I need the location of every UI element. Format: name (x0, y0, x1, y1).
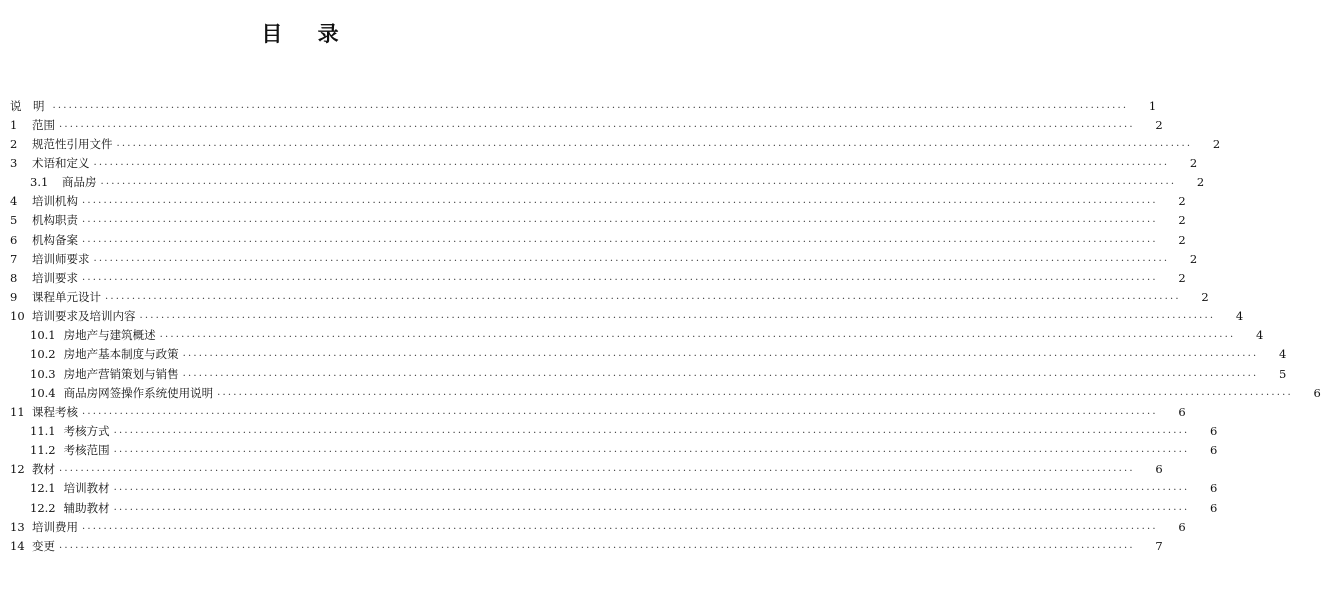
dot-leader: ........................................................................................................................................................................................................ (82, 520, 1158, 532)
toc-entry-page: 5 (1279, 366, 1287, 381)
dot-leader: ........................................................................................................................................................................................................ (82, 233, 1158, 245)
toc-entry-number: 13 (10, 519, 25, 534)
toc-entry-number: 1 (10, 117, 18, 132)
table-of-contents (10, 96, 1321, 555)
dot-leader: ........................................................................................................................................................................................................ (182, 367, 1259, 379)
dot-leader: ........................................................................................................................................................................................................ (59, 118, 1135, 130)
toc-entry[interactable] (10, 192, 1186, 211)
toc-entry[interactable] (10, 460, 1163, 479)
toc-entry-number: 3 (10, 155, 18, 170)
toc-entry-title: 房地产与建筑概述 (63, 328, 156, 343)
toc-entry[interactable] (10, 479, 1218, 498)
toc-entry-page: 6 (1210, 423, 1218, 438)
toc-entry-number: 10 (10, 309, 25, 324)
toc-entry-title: 范围 (32, 117, 55, 132)
toc-entry-number: 12 (10, 462, 25, 477)
toc-entry-page: 2 (1178, 232, 1186, 247)
dot-leader: ........................................................................................................................................................................................................ (139, 310, 1216, 322)
dot-leader: ........................................................................................................................................................................................................ (116, 137, 1193, 149)
toc-entry-page: 2 (1178, 270, 1186, 285)
dot-leader: ........................................................................................................................................................................................................ (113, 444, 1190, 456)
toc-entry-page: 6 (1155, 462, 1163, 477)
toc-entry-title: 培训机构 (32, 194, 78, 209)
toc-entry-title: 培训教材 (63, 481, 110, 496)
toc-entry-title: 变更 (32, 538, 55, 553)
dot-leader: ........................................................................................................................................................................................................ (59, 539, 1135, 551)
toc-entry-page: 6 (1313, 385, 1321, 400)
toc-entry[interactable] (10, 268, 1186, 287)
toc-entry-number: 12.2 (30, 500, 56, 515)
toc-entry-number: 10.4 (30, 385, 56, 400)
toc-entry-page: 4 (1279, 347, 1287, 362)
toc-entry-title: 培训费用 (32, 519, 78, 534)
toc-entry-page: 6 (1210, 481, 1218, 496)
dot-leader: ........................................................................................................................................................................................................ (113, 482, 1190, 494)
toc-entry-page: 6 (1210, 500, 1218, 515)
toc-entry[interactable] (10, 536, 1163, 555)
toc-entry-title: 培训要求及培训内容 (32, 309, 136, 324)
toc-entry-title: 课程考核 (32, 404, 78, 419)
toc-entry-title: 教材 (32, 462, 55, 477)
toc-entry-number: 2 (10, 136, 18, 151)
dot-leader: ........................................................................................................................................................................................................ (159, 329, 1236, 341)
toc-entry-page: 6 (1210, 443, 1218, 458)
toc-entry[interactable] (10, 96, 1157, 115)
toc-entry-number: 11.1 (30, 423, 56, 438)
dot-leader: ........................................................................................................................................................................................................ (59, 463, 1135, 475)
dot-leader: ........................................................................................................................................................................................................ (113, 501, 1190, 513)
toc-entry-title: 培训要求 (32, 270, 78, 285)
toc-entry-page: 4 (1235, 309, 1244, 324)
toc-entry-page: 2 (1212, 136, 1221, 151)
toc-entry-title: 房地产基本制度与政策 (63, 347, 179, 362)
toc-entry-title: 考核方式 (63, 423, 110, 438)
toc-entry-number: 6 (10, 232, 18, 247)
dot-leader: ........................................................................................................................................................................................................ (82, 405, 1158, 417)
toc-entry-number: 3.1 (30, 175, 49, 190)
toc-entry-title: 培训师要求 (32, 251, 90, 266)
dot-leader: ........................................................................................................................................................................................................ (93, 252, 1170, 264)
toc-entry-title: 机构职责 (32, 213, 78, 228)
toc-entry[interactable] (10, 517, 1186, 536)
toc-entry-title: 考核范围 (63, 443, 110, 458)
toc-entry-page: 2 (1201, 289, 1209, 304)
toc-entry[interactable] (10, 441, 1218, 460)
toc-entry-page: 4 (1256, 328, 1264, 343)
toc-entry-page: 2 (1178, 194, 1186, 209)
toc-entry-number: 14 (10, 538, 25, 553)
toc-entry-title: 商品房 (62, 175, 97, 190)
dot-leader: ........................................................................................................................................................................................................ (113, 424, 1190, 436)
toc-entry-page: 6 (1178, 519, 1186, 534)
toc-entry-page: 2 (1189, 155, 1198, 170)
toc-entry[interactable] (10, 498, 1218, 517)
toc-entry[interactable] (10, 173, 1205, 192)
toc-entry[interactable] (10, 211, 1186, 230)
toc-entry-number: 10.1 (30, 328, 56, 343)
toc-entry[interactable] (10, 115, 1163, 134)
toc-entry[interactable] (10, 153, 1198, 172)
dot-leader: ........................................................................................................................................................................................................ (52, 99, 1129, 111)
toc-entry-number: 说 明 (10, 98, 45, 113)
toc-entry[interactable] (10, 345, 1287, 364)
dot-leader: ........................................................................................................................................................................................................ (82, 214, 1158, 226)
toc-entry-page: 7 (1155, 538, 1163, 553)
dot-leader: ........................................................................................................................................................................................................ (100, 176, 1177, 188)
toc-entry[interactable] (10, 383, 1321, 402)
toc-entry-title: 课程单元设计 (32, 289, 101, 304)
dot-leader: ........................................................................................................................................................................................................ (105, 290, 1181, 302)
toc-entry-page: 2 (1155, 117, 1163, 132)
toc-entry-number: 9 (10, 289, 18, 304)
toc-entry[interactable] (10, 230, 1186, 249)
toc-entry-title: 辅助教材 (63, 500, 110, 515)
toc-entry-number: 8 (10, 270, 18, 285)
toc-entry-number: 5 (10, 213, 18, 228)
toc-entry-page: 2 (1189, 251, 1198, 266)
dot-leader: ........................................................................................................................................................................................................ (82, 271, 1158, 283)
toc-entry-number: 10.3 (30, 366, 56, 381)
toc-entry-number: 12.1 (30, 481, 56, 496)
toc-entry[interactable] (10, 326, 1264, 345)
dot-leader: ........................................................................................................................................................................................................ (217, 386, 1293, 398)
toc-entry-number: 10.2 (30, 347, 56, 362)
toc-entry-title: 术语和定义 (32, 155, 90, 170)
toc-entry[interactable] (10, 287, 1209, 306)
toc-entry-number: 4 (10, 194, 18, 209)
toc-entry[interactable] (10, 307, 1244, 326)
toc-entry-title: 商品房网签操作系统使用说明 (63, 385, 214, 400)
toc-entry-page: 2 (1178, 213, 1186, 228)
toc-entry-page: 2 (1196, 175, 1205, 190)
dot-leader: ........................................................................................................................................................................................................ (93, 156, 1170, 168)
toc-entry[interactable] (10, 364, 1287, 383)
toc-entry[interactable] (10, 421, 1218, 440)
toc-entry-page: 6 (1178, 404, 1186, 419)
toc-entry-number: 11.2 (30, 443, 56, 458)
toc-entry-title: 机构备案 (32, 232, 78, 247)
toc-entry-number: 7 (10, 251, 18, 266)
toc-entry-title: 房地产营销策划与销售 (63, 366, 179, 381)
toc-entry-page: 1 (1148, 98, 1157, 113)
toc-entry[interactable] (10, 134, 1221, 153)
dot-leader: ........................................................................................................................................................................................................ (182, 348, 1259, 360)
toc-entry[interactable] (10, 402, 1186, 421)
toc-entry-number: 11 (10, 404, 25, 419)
dot-leader: ........................................................................................................................................................................................................ (82, 195, 1158, 207)
toc-entry[interactable] (10, 249, 1198, 268)
page-title: 目 录 (261, 22, 353, 46)
toc-entry-title: 规范性引用文件 (32, 136, 113, 151)
